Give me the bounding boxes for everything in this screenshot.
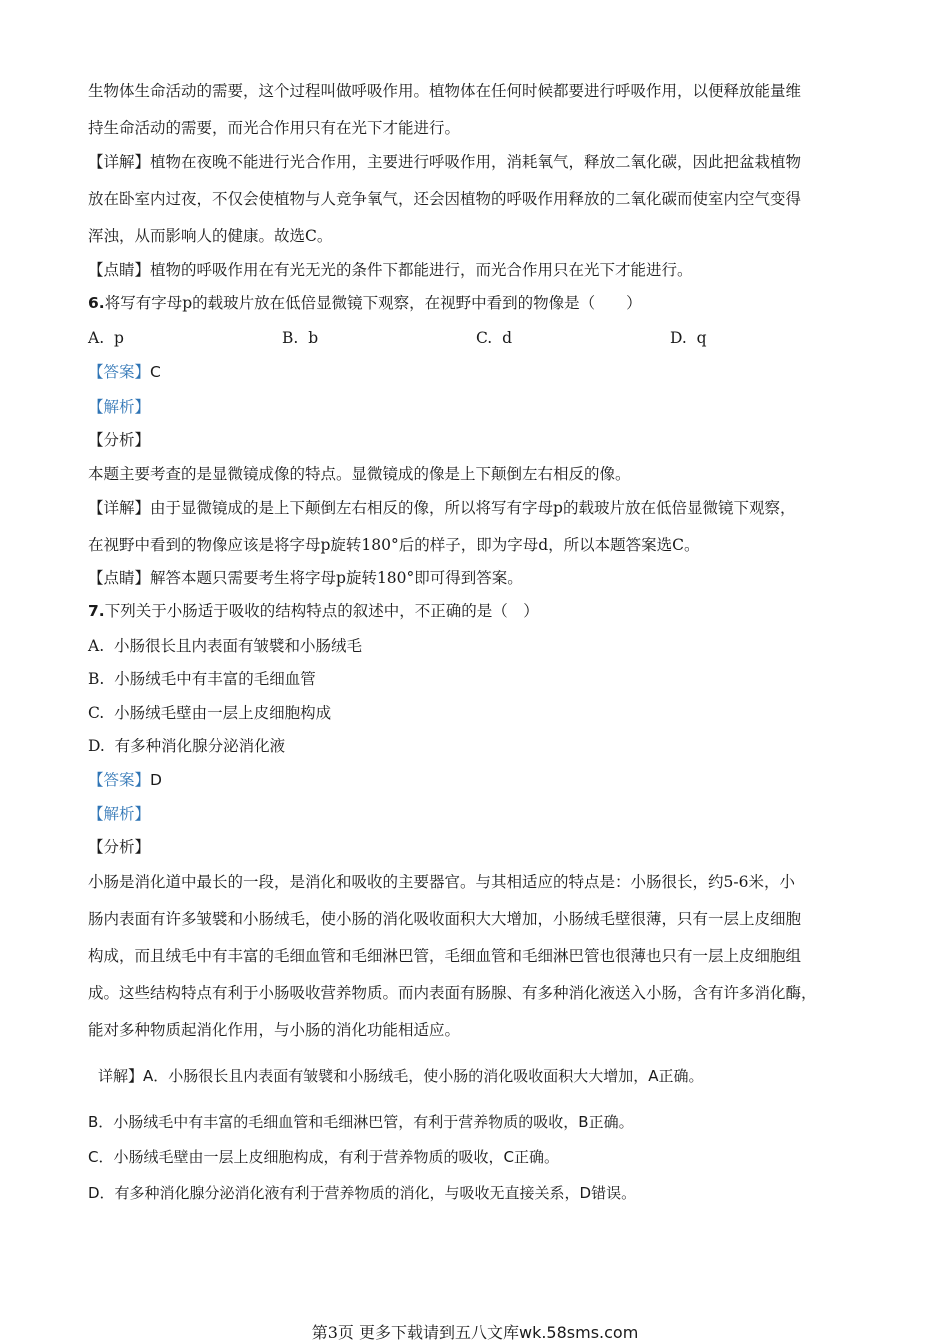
q6-stem xyxy=(88,292,642,314)
option-text: d xyxy=(502,329,513,347)
intro-line-1: 生物体生命活动的需要，这个过程叫做呼吸作用。植物体在任何时候都要进行呼吸作用，以便释放能量维 xyxy=(88,82,802,100)
point-tag: 【点睛】 xyxy=(88,569,151,587)
q7-analysis-tag: 【解析】 xyxy=(88,805,151,823)
q6-point-line xyxy=(88,567,523,589)
q7-option-b xyxy=(88,668,316,690)
point-tag: 【点睛】 xyxy=(88,261,151,279)
q6-detail-text: 由于显微镜成的是上下颠倒左右相反的像，所以将写有字母p的载玻片放在低倍显微镜下观察， xyxy=(150,499,796,517)
q6-detail-line-1 xyxy=(88,497,795,519)
option-letter: A. xyxy=(88,637,105,655)
q7-fenxi-line-3: 构成，而且绒毛中有丰富的毛细血管和毛细淋巴管，毛细血管和毛细淋巴管也很薄也只有一层上皮细胞组 xyxy=(88,947,802,965)
q6-option-b xyxy=(282,327,318,349)
page-number: 第3页 xyxy=(311,1323,354,1342)
detail-tag: 【详解】 xyxy=(88,499,151,517)
q7-option-d xyxy=(88,735,285,757)
answer-value: C xyxy=(150,363,161,381)
q6-detail-line-2: 在视野中看到的物像应该是将字母p旋转180°后的样子，即为字母d，所以本题答案选C。 xyxy=(88,536,700,554)
detail-tag: 【详解】 xyxy=(88,153,151,171)
option-text: 小肠绒毛壁由一层上皮细胞构成 xyxy=(114,704,332,722)
q6-fenxi-text: 本题主要考查的是显微镜成像的特点。显微镜成的像是上下颠倒左右相反的像。 xyxy=(88,465,631,483)
option-letter: C. xyxy=(88,704,105,722)
q5-detail-line-3: 浑浊，从而影响人的健康。故选C。 xyxy=(88,227,333,245)
q7-fenxi-line-4: 成。这些结构特点有利于小肠吸收营养物质。而内表面有肠腺、有多种消化液送入小肠，含有许多消化酶， xyxy=(88,984,817,1002)
option-text: 小肠很长且内表面有皱襞和小肠绒毛 xyxy=(113,637,362,655)
option-letter: D. xyxy=(670,329,687,347)
q5-detail-line-1 xyxy=(88,151,801,173)
question-number: 7. xyxy=(88,602,105,620)
q7-fenxi-line-2: 肠内表面有许多皱襞和小肠绒毛，使小肠的消化吸收面积大大增加，小肠绒毛壁很薄，只有一层上皮细胞 xyxy=(88,910,802,928)
q5-detail-line-2: 放在卧室内过夜，不仅会使植物与人竞争氧气，还会因植物的呼吸作用释放的二氧化碳而使室内空气变得 xyxy=(88,190,802,208)
q5-detail-text: 植物在夜晚不能进行光合作用，主要进行呼吸作用，消耗氧气，释放二氧化碳，因此把盆栽植物 xyxy=(150,153,802,171)
q7-stem xyxy=(88,600,539,622)
answer-tag: 【答案】 xyxy=(88,771,151,789)
q5-point-text: 植物的呼吸作用在有光无光的条件下都能进行，而光合作用只在光下才能进行。 xyxy=(150,261,693,279)
q7-detail-line-2: B．小肠绒毛中有丰富的毛细血管和毛细淋巴管，有利于营养物质的吸收，B正确。 xyxy=(88,1113,634,1131)
q7-detail-line-1: 详解】A．小肠很长且内表面有皱襞和小肠绒毛，使小肠的消化吸收面积大大增加，A正确。 xyxy=(98,1067,704,1085)
option-letter: D. xyxy=(88,737,105,755)
q6-option-d xyxy=(670,327,707,349)
option-letter: B. xyxy=(282,329,299,347)
q6-answer-line xyxy=(88,361,161,383)
option-letter: C. xyxy=(476,329,493,347)
q7-fenxi-tag: 【分析】 xyxy=(88,838,151,856)
q7-detail-line-4: D．有多种消化腺分泌消化液有利于营养物质的消化，与吸收无直接关系，D错误。 xyxy=(88,1184,637,1202)
q7-stem-text: 下列关于小肠适于吸收的结构特点的叙述中，不正确的是（ ） xyxy=(104,602,539,620)
answer-tag: 【答案】 xyxy=(88,363,151,381)
q6-option-a xyxy=(88,327,124,349)
q7-detail-line-3: C．小肠绒毛壁由一层上皮细胞构成，有利于营养物质的吸收，C正确。 xyxy=(88,1148,559,1166)
q7-option-a xyxy=(88,635,362,657)
q6-fenxi-tag: 【分析】 xyxy=(88,431,151,449)
q6-analysis-tag: 【解析】 xyxy=(88,398,151,416)
footer-promo: 更多下载请到五八文库 xyxy=(358,1323,519,1342)
question-number: 6. xyxy=(88,294,105,312)
option-text: b xyxy=(308,329,319,347)
q7-fenxi-line-5: 能对多种物质起消化作用，与小肠的消化功能相适应。 xyxy=(88,1021,461,1039)
q7-fenxi-line-1: 小肠是消化道中最长的一段，是消化和吸收的主要器官。与其相适应的特点是：小肠很长，约5-6米，小 xyxy=(88,873,795,891)
q6-stem-text: 将写有字母p的载玻片放在低倍显微镜下观察，在视野中看到的物像是（ ） xyxy=(104,294,642,312)
footer-site-link[interactable]: wk.58sms.com xyxy=(518,1323,639,1342)
intro-line-2: 持生命活动的需要，而光合作用只有在光下才能进行。 xyxy=(88,119,461,137)
option-letter: A. xyxy=(88,329,105,347)
q7-answer-line xyxy=(88,769,162,791)
option-letter: B. xyxy=(88,670,105,688)
q5-point-line xyxy=(88,259,693,281)
option-text: 有多种消化腺分泌消化液 xyxy=(114,737,286,755)
option-text: 小肠绒毛中有丰富的毛细血管 xyxy=(114,670,316,688)
option-text: q xyxy=(696,329,707,347)
page-footer xyxy=(0,1322,950,1344)
q6-option-c xyxy=(476,327,512,349)
q7-option-c xyxy=(88,702,331,724)
answer-value: D xyxy=(150,771,162,789)
q6-point-text: 解答本题只需要考生将字母p旋转180°即可得到答案。 xyxy=(150,569,523,587)
option-text: p xyxy=(113,329,124,347)
